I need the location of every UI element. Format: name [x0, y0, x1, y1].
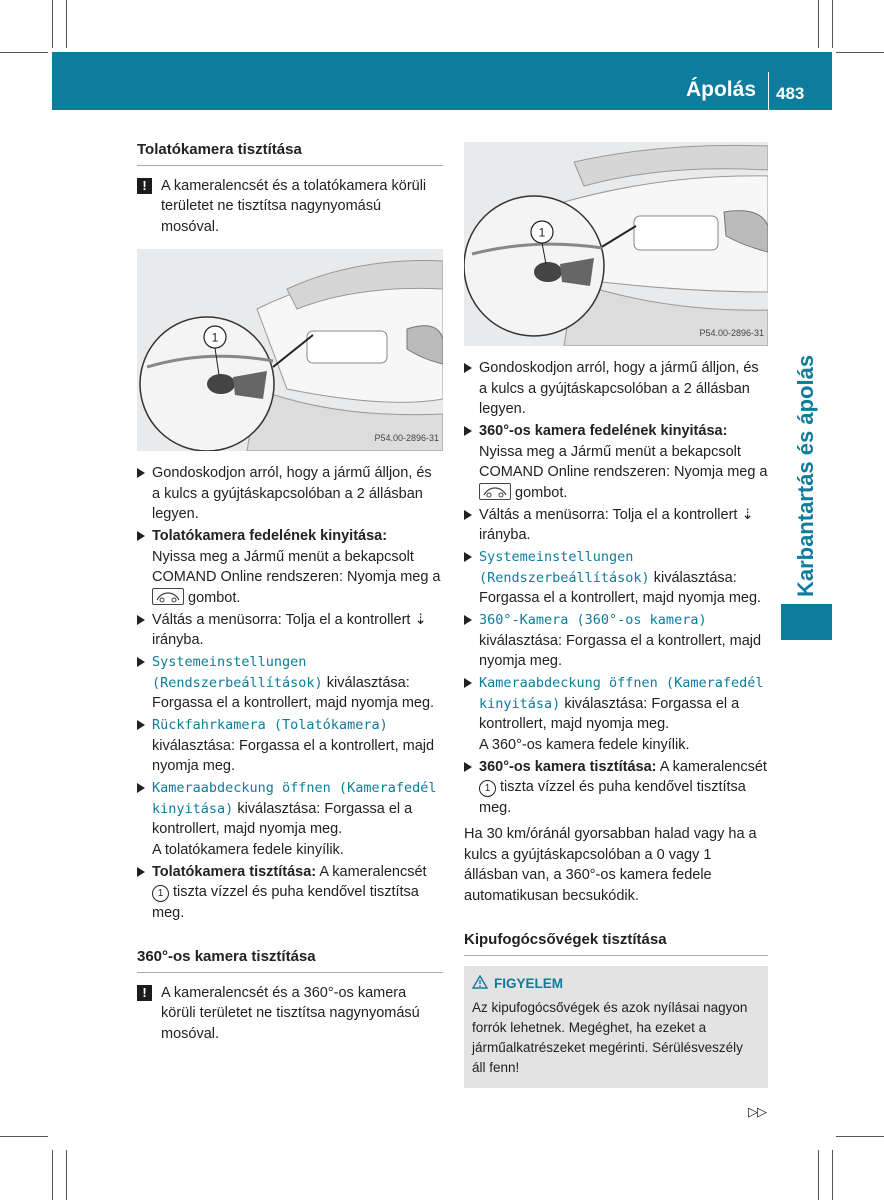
crop-mark [0, 52, 48, 53]
warning-icon: ! [137, 985, 152, 1001]
arrow-down-icon: ⇣ [414, 611, 427, 628]
list-item: Gondoskodjon arról, hogy a jármű álljon, és a kulcs a gyújtáskapcsolóban a 2 állásban legyen. [137, 463, 443, 525]
warning-note [137, 176, 443, 238]
crop-mark [832, 1150, 833, 1200]
list-item: Systemeinstellungen (Rendszerbeállítások) kiválasztása: Forgassa el a kontrollert, majd nyomja meg. [137, 652, 443, 714]
callout-ref: 1 [152, 885, 169, 902]
crop-mark [836, 52, 884, 53]
warning-text: A kameralencsét és a 360°-os kamera körüli területet ne tisztítsa nagynyomású mosóval. [161, 984, 420, 1042]
list-item: Tolatókamera tisztítása: A kameralencsét 1 tiszta vízzel és puha kendővel tisztítsa meg. [137, 862, 443, 924]
callout-1: 1 [211, 330, 219, 345]
crop-mark [818, 1150, 819, 1200]
list-item: Kameraabdeckung öffnen (Kamerafedél kinyitása) kiválasztása: Forgassa el a kontrollert, majd nyomja meg. A 360°-os kamera fedele kinyílik. [464, 673, 768, 755]
car-rear-illustration [137, 249, 443, 451]
crop-mark [66, 1150, 67, 1200]
step-list-rear-camera [137, 463, 443, 923]
crop-mark [836, 1136, 884, 1137]
360-camera-figure [464, 142, 768, 346]
car-rear-illustration [464, 142, 768, 346]
crop-mark [832, 0, 833, 48]
warning-triangle-icon [472, 975, 488, 989]
step-list-360-camera [464, 358, 768, 818]
list-item: Tolatókamera fedelének kinyitása: Nyissa meg a Jármű menüt a bekapcsolt COMAND Online rendszeren: Nyomja meg a gombot. [137, 526, 443, 608]
crop-mark [0, 1136, 48, 1137]
warning-icon: ! [137, 178, 152, 194]
rear-camera-figure [137, 249, 443, 451]
caution-title: FIGYELEM [494, 975, 564, 991]
header-divider [768, 72, 769, 110]
auto-close-note: Ha 30 km/óránál gyorsabban halad vagy ha a kulcs a gyújtáskapcsolóban a 0 vagy 1 állásban van, a 360°-os kamera fedele automatikusan becsukódik. [464, 826, 757, 904]
list-item: 360°-Kamera (360°-os kamera) kiválasztása: Forgassa el a kontrollert, majd nyomja meg. [464, 610, 768, 672]
arrow-down-icon: ⇣ [741, 506, 754, 523]
list-item: Systemeinstellungen (Rendszerbeállítások) kiválasztása: Forgassa el a kontrollert, majd nyomja meg. [464, 547, 768, 609]
page-number: 483 [776, 84, 805, 103]
side-tab-label: Karbantartás és ápolás [793, 354, 818, 598]
camera-button-icon [479, 483, 511, 500]
caution-heading [472, 974, 760, 994]
section-title-360-camera: 360°-os kamera tisztítása [137, 947, 443, 973]
side-tab-marker [781, 604, 832, 640]
list-item: Gondoskodjon arról, hogy a jármű álljon, és a kulcs a gyújtáskapcsolóban a 2 állásban legyen. [464, 358, 768, 420]
list-item: Váltás a menüsorra: Tolja el a kontrollert ⇣ irányba. [137, 610, 443, 651]
list-item: Rückfahrkamera (Tolatókamera) kiválasztása: Forgassa el a kontrollert, majd nyomja meg. [137, 715, 443, 777]
figure-code: P54.00-2896-31 [699, 327, 764, 338]
right-column [464, 140, 768, 1088]
list-item: Váltás a menüsorra: Tolja el a kontrollert ⇣ irányba. [464, 505, 768, 546]
callout-ref: 1 [479, 780, 496, 797]
list-item: Kameraabdeckung öffnen (Kamerafedél kinyitása) kiválasztása: Forgassa el a kontrollert, majd nyomja meg. A tolatókamera fedele kinyílik. [137, 778, 443, 860]
crop-mark [818, 0, 819, 48]
caution-box [464, 966, 768, 1088]
chapter-title: Ápolás [685, 78, 756, 101]
crop-mark [52, 0, 53, 48]
crop-mark [52, 1150, 53, 1200]
caution-text: Az kipufogócsővégek és azok nyílásai nagyon forrók lehetnek. Megéghet, ha ezeket a járműalkatrészeket megérinti. Sérülésveszély áll fenn! [472, 999, 748, 1075]
warning-text: A kameralencsét és a tolatókamera körüli területet ne tisztítsa nagynyomású mosóval. [161, 177, 427, 235]
warning-note [137, 983, 443, 1045]
section-title-rear-camera: Tolatókamera tisztítása [137, 140, 443, 166]
figure-code: P54.00-2896-31 [374, 432, 439, 443]
camera-button-icon [152, 588, 184, 605]
callout-1: 1 [538, 225, 546, 240]
list-item: 360°-os kamera tisztítása: A kameralencsét 1 tiszta vízzel és puha kendővel tisztítsa meg. [464, 757, 768, 819]
section-title-exhaust: Kipufogócsővégek tisztítása [464, 930, 768, 956]
crop-mark [66, 0, 67, 48]
continue-icon: ▷▷ [748, 1104, 766, 1119]
list-item: 360°-os kamera fedelének kinyitása: Nyissa meg a Jármű menüt a bekapcsolt COMAND Online rendszeren: Nyomja meg a gombot. [464, 421, 768, 503]
left-column [137, 140, 443, 1056]
